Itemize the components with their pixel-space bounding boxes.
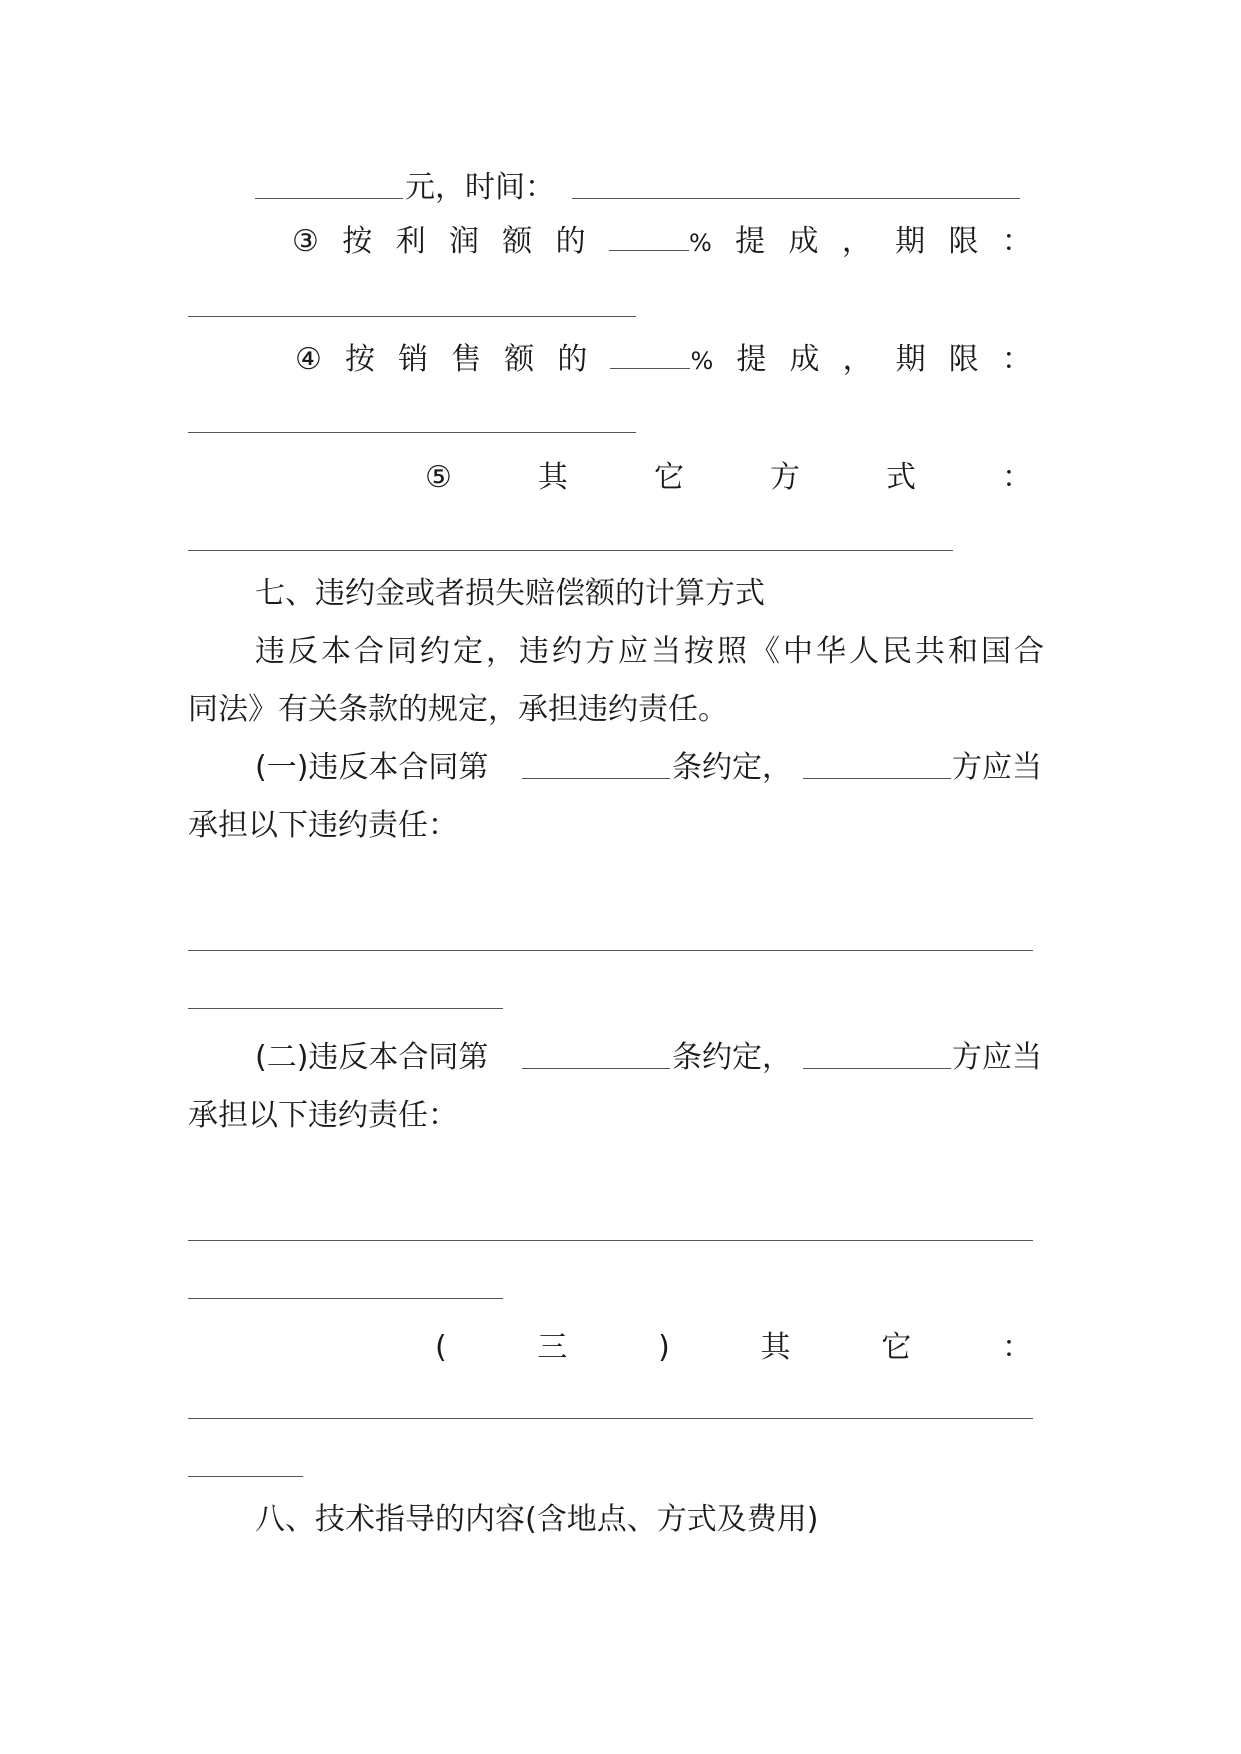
blank-clause-1-party[interactable] (803, 778, 951, 779)
clause-1-mid: 条约定， (672, 750, 792, 785)
clause-2-mid: 条约定， (672, 1040, 792, 1075)
blank-clause-2-party[interactable] (803, 1068, 951, 1069)
section-7-para-line2: 同法》有关条款的规定，承担违约责任。 (188, 692, 728, 727)
section-7-para-line1: 违反本合同约定，违约方应当按照《中华人民共和国合 (255, 634, 1047, 669)
item-3-number: ③ (292, 224, 319, 259)
item-3-line: ③ 按 利 润 额 的 % 提 成 ， 期 限 ： (292, 222, 1032, 263)
item-4-number: ④ (295, 342, 322, 377)
clause-1-suffix: 方应当 (952, 750, 1042, 785)
item-5-number: ⑤ (425, 460, 452, 495)
blank-amount[interactable] (255, 198, 403, 199)
blank-clause-3-other-1[interactable] (188, 1418, 1033, 1419)
amount-time-label: 元，时间： (405, 170, 555, 205)
blank-sales-percent[interactable]: % (610, 340, 713, 381)
clause-1-line2: 承担以下违约责任： (188, 808, 458, 843)
blank-clause-1-article[interactable] (522, 778, 670, 779)
item-4-line: ④ 按 销 售 额 的 % 提 成 ， 期 限 ： (295, 340, 1032, 381)
blank-time[interactable] (572, 198, 1020, 199)
blank-clause-2-article[interactable] (522, 1068, 670, 1069)
clause-2-line2: 承担以下违约责任： (188, 1098, 458, 1133)
clause-2-suffix: 方应当 (952, 1040, 1042, 1075)
blank-clause-2-liability-2[interactable] (188, 1298, 503, 1299)
blank-clause-1-liability-2[interactable] (188, 1008, 503, 1009)
clause-2-prefix: (二)违反本合同第 (255, 1040, 489, 1075)
blank-profit-percent[interactable]: % (609, 222, 712, 263)
blank-clause-2-liability-1[interactable] (188, 1240, 1033, 1241)
blank-profit-period[interactable] (188, 316, 636, 317)
item-5-line: ⑤ 其 它 方 式 ： (425, 458, 1032, 498)
blank-clause-3-other-2[interactable] (188, 1476, 303, 1477)
blank-clause-1-liability-1[interactable] (188, 950, 1033, 951)
clause-1-prefix: (一)违反本合同第 (255, 750, 489, 785)
section-7-heading: 七、违约金或者损失赔偿额的计算方式 (255, 576, 765, 611)
blank-sales-period[interactable] (188, 432, 636, 433)
clause-3-line: ( 三 ) 其 它 ： (435, 1330, 1032, 1365)
blank-other-method[interactable] (188, 550, 953, 551)
section-8-heading: 八、技术指导的内容(含地点、方式及费用) (255, 1502, 819, 1537)
